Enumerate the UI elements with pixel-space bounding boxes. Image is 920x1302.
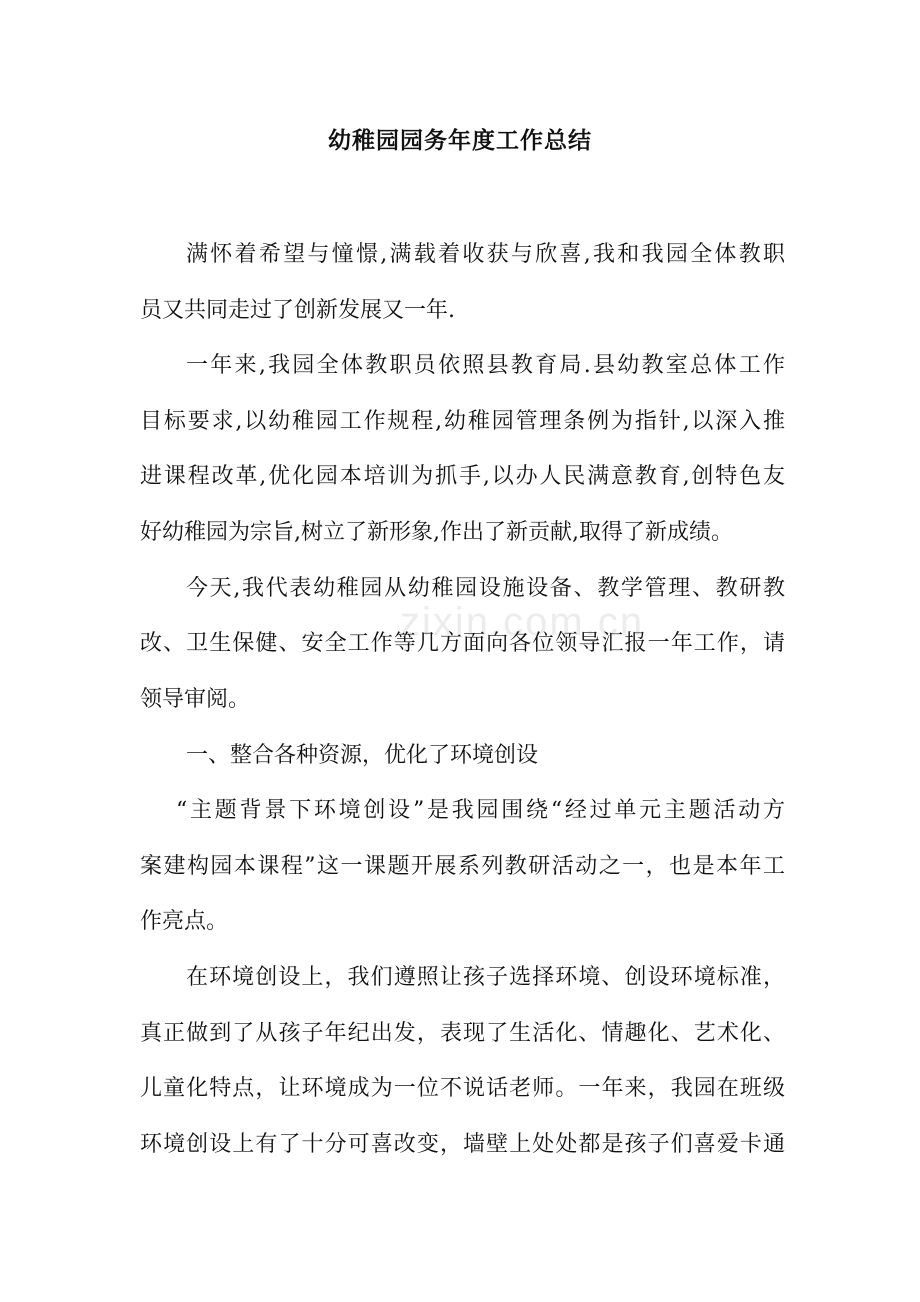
paragraph-line: 案建构园本课程”这一课题开展系列教研活动之一，也是本年工 (140, 854, 785, 879)
paragraph-line: 好幼稚园为宗旨,树立了新形象,作出了新贡献,取得了新成绩。 (140, 520, 733, 545)
watermark: zixin.com.cn (400, 600, 645, 644)
paragraph-line: 儿童化特点，让环境成为一位不说话老师。一年来，我园在班级 (140, 1076, 785, 1101)
document-title: 幼稚园园务年度工作总结 (328, 127, 592, 154)
paragraph-line: 环境创设上有了十分可喜改变，墙壁上处处都是孩子们喜爱卡通 (140, 1132, 785, 1157)
paragraph-line: 满怀着希望与憧憬,满载着收获与欣喜,我和我园全体教职 (186, 242, 785, 267)
paragraph-line: 员又共同走过了创新发展又一年. (140, 298, 455, 323)
paragraph-line: 进课程改革,优化园本培训为抓手,以办人民满意教育,创特色友 (140, 464, 785, 489)
paragraph-line: 目标要求,以幼稚园工作规程,幼稚园管理条例为指针,以深入推 (140, 409, 785, 434)
paragraph-line: 真正做到了从孩子年纪出发，表现了生活化、情趣化、艺术化、 (140, 1021, 785, 1046)
paragraph-line: “主题背景下环境创设”是我园围绕“经过单元主题活动方 (176, 798, 785, 823)
paragraph-line: 一年来,我园全体教职员依照县教育局.县幼教室总体工作 (186, 353, 785, 378)
section-heading: 一、整合各种资源，优化了环境创设 (186, 743, 539, 768)
paragraph-line: 今天,我代表幼稚园从幼稚园设施设备、教学管理、教研教 (186, 576, 785, 601)
paragraph-line: 作亮点。 (140, 909, 229, 934)
paragraph-line: 领导审阅。 (140, 687, 251, 712)
paragraph-line: 在环境创设上，我们遵照让孩子选择环境、创设环境标准， (186, 965, 785, 990)
paragraph-line: 改、卫生保健、安全工作等几方面向各位领导汇报一年工作，请 (140, 631, 785, 656)
